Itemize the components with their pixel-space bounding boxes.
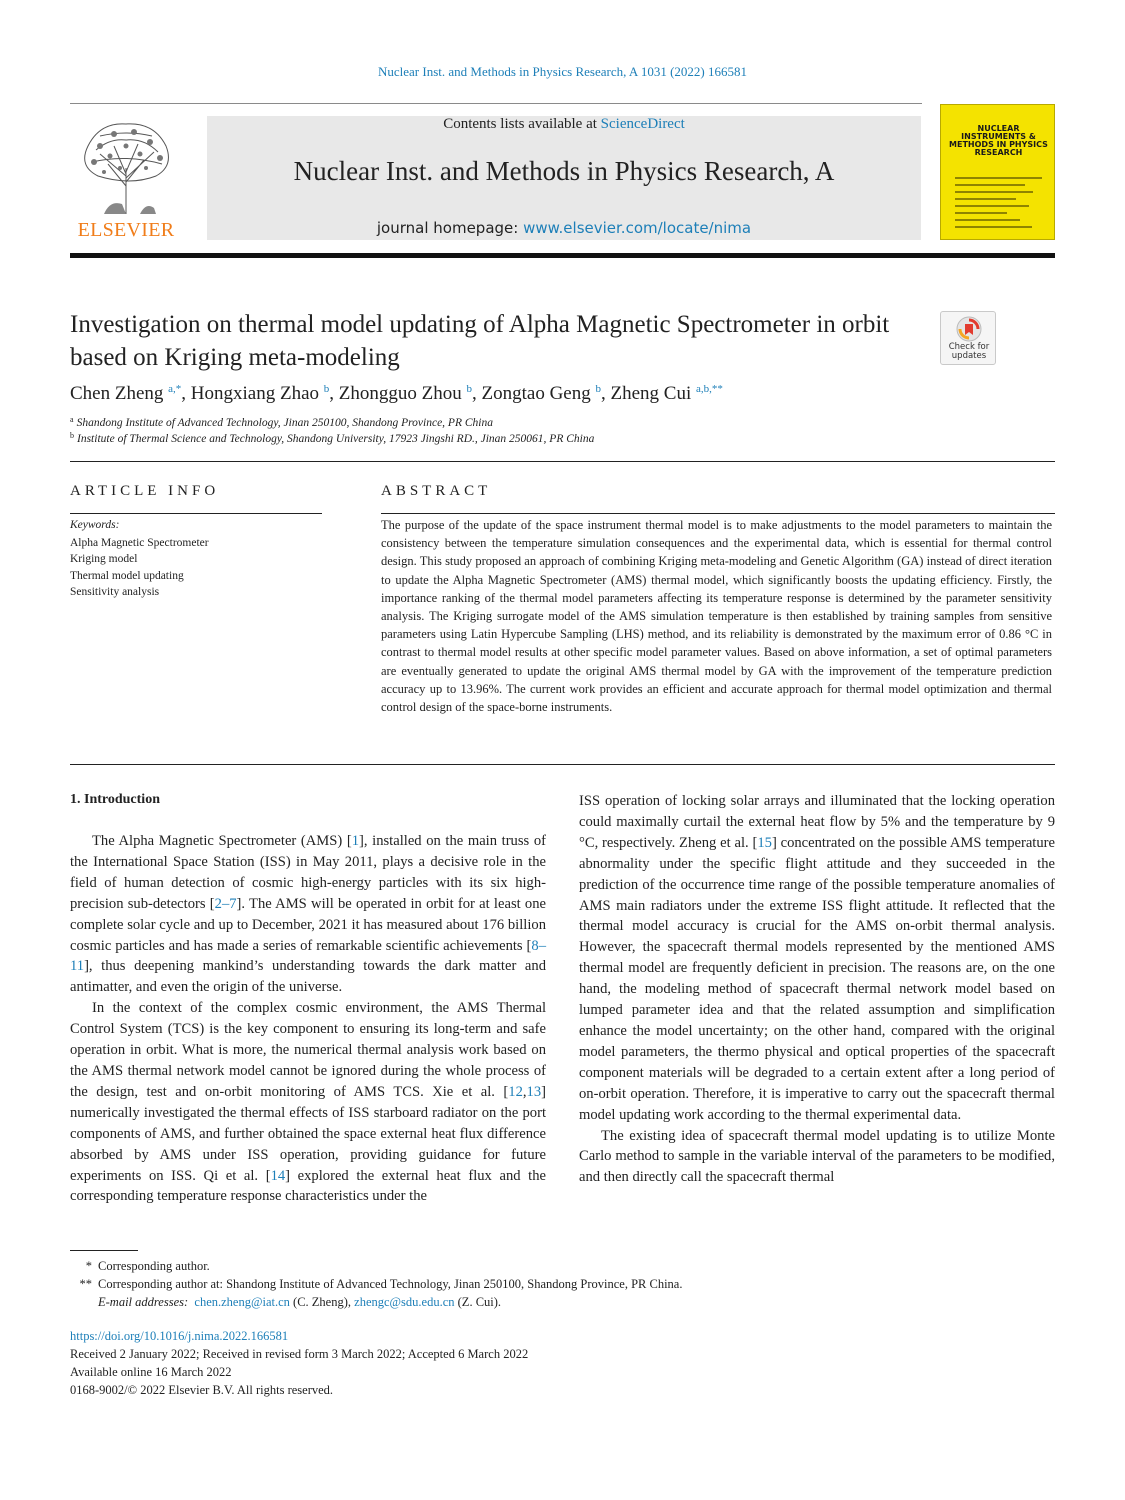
citation-link[interactable]: 1 <box>351 833 360 849</box>
introduction-heading: 1. Introduction <box>70 792 160 807</box>
author-name[interactable]: Zhongguo Zhou <box>338 383 462 404</box>
keyword-item: Kriging model <box>70 553 138 566</box>
sciencedirect-link[interactable]: ScienceDirect <box>600 116 685 132</box>
keywords-list <box>70 535 209 601</box>
author-affiliation-mark[interactable]: b <box>466 383 472 395</box>
abstract-text: The purpose of the update of the space instrument thermal model is to make adjustments to the model parameters to maintain the consistency between the temperature simulation consequences and the experimental data, which is essential for thermal control design. This study proposed an approach of combining Kriging meta-modeling and Genetic Algorithm (GA) instead of direct iteration to update the Alpha Magnetic Spectrometer (AMS) thermal model, which significantly boosts the updating efficiency. Firstly, the importance ranking of the thermal model parameters affecting its temperature response is determined by the parameter sensitivity analysis. The Kriging surrogate model of the AMS simulation temperature is then established by training samples from sensitive parameters using Latin Hypercube Sampling (LHS) method, and its reliability is demonstrated by the maximum error of 0.86 °C in contrast to thermal model results at other specific model parameter values. Based on above information, a set of optimal parameters are eventually generated to update the original AMS thermal model by GA with the improvement of the temperature prediction accuracy up to 13.96%. The current work provides an efficient and accurate approach for thermal model optimization and thermal control design of the space-borne instruments. <box>381 518 1052 715</box>
citation-link[interactable]: 8–11 <box>70 937 546 975</box>
cover-title: NUCLEAR INSTRUMENTS & METHODS IN PHYSICS RESEARCH <box>949 124 1048 157</box>
author-name[interactable]: Chen Zheng <box>70 383 164 404</box>
keyword-item: Sensitivity analysis <box>70 586 160 599</box>
author-affiliation-mark[interactable]: a,b,** <box>695 383 723 395</box>
check-for-updates-icon <box>956 316 982 342</box>
intro-paragraph-3: ISS operation of locking solar arrays and illuminated that the locking operation could maximally curtail the external heat flow by 5% and the temperature by 9 °C, respectively. Zheng et al. [15] concentrated on the possible AMS temperature abnormality under the specific flight attitude and they succeeded in the prediction of the occurrence time range of the possible temperature anomalies of AMS main radiators under the extreme ISS flight attitude. It reflected that the thermal model accuracy is crucial for the AMS on-orbit thermal analysis. However, the spacecraft thermal models represented by the mentioned AMS thermal model are frequently deficient in precision. The reasons are, on the one hand, the modeling method of spacecraft thermal network model based on lumped parameter idea and that the related assumption and simplification enhance the model uncertainty; on the other hand, compared with the original model parameters, the thermo physical and optical properties of the spacecraft component materials will be degraded to a certain extent after a long period of on-orbit operation. Therefore, it is imperative to carry out the spacecraft thermal model updating work according to the thermal experimental data. <box>579 793 1055 1123</box>
check-for-updates-label: Check for updates <box>948 342 990 361</box>
abstract-bottom-rule <box>70 764 1055 765</box>
author-name[interactable]: Hongxiang Zhao <box>190 383 320 404</box>
author-name[interactable]: Zongtao Geng <box>481 383 591 404</box>
journal-reference[interactable]: Nuclear Inst. and Methods in Physics Research, A 1031 (2022) 166581 <box>377 64 747 79</box>
elsevier-wordmark: ELSEVIER <box>77 219 175 241</box>
elsevier-tree-icon <box>70 116 182 216</box>
abstract-rule <box>381 513 1055 514</box>
left-column <box>70 831 546 1207</box>
top-divider <box>70 103 922 104</box>
affiliation-mark: b <box>70 431 74 440</box>
homepage-link[interactable]: www.elsevier.com/locate/nima <box>523 219 752 237</box>
footnote-corresponding-2: ** Corresponding author at: Shandong Institute of Advanced Technology, Jinan 250100, Shandong Province, PR China. <box>70 1275 1055 1293</box>
doi-link[interactable]: https://doi.org/10.1016/j.nima.2022.166581 <box>70 1329 289 1343</box>
homepage-prefix: journal homepage: <box>376 219 519 237</box>
affiliation-text: Shandong Institute of Advanced Technology, Jinan 250100, Shandong Province, PR China <box>76 417 493 429</box>
footnote-corresponding: * Corresponding author. <box>70 1257 1055 1275</box>
journal-title: Nuclear Inst. and Methods in Physics Research, A <box>293 156 835 186</box>
author-name[interactable]: Zheng Cui <box>610 383 692 404</box>
intro-paragraph-1: The Alpha Magnetic Spectrometer (AMS) [1], installed on the main truss of the International Space Station (ISS) in May 2011, plays a decisive role in the field of human detection of cosmic high-energy particles with its six high-precision sub-detectors [2–7]. The AMS will be operated in orbit for at least one complete solar cycle and up to December, 2021 it has measured about 176 billion cosmic particles and has made a series of remarkable scientific achievements [8–11], thus deepening mankind’s understanding towards the dark matter and antimatter, and even the origin of the universe. <box>70 833 546 996</box>
contents-prefix: Contents lists available at <box>443 116 597 132</box>
elsevier-logo <box>70 116 182 241</box>
author-affiliation-mark[interactable]: b <box>595 383 601 395</box>
author-affiliation-mark[interactable]: a,* <box>168 383 182 395</box>
intro-paragraph-4: The existing idea of spacecraft thermal model updating is to utilize Monte Carlo method to sample in the variable interval of the parameters to be modified, and then directly call the spacecraft thermal <box>579 1127 1055 1186</box>
article-info-rule <box>70 513 322 514</box>
email-link-cui[interactable]: zhengc@sdu.edu.cn <box>354 1295 455 1309</box>
available-online: Available online 16 March 2022 <box>70 1365 232 1379</box>
header-thick-rule <box>70 253 1055 258</box>
footnote-emails: E-mail addresses: chen.zheng@iat.cn (C. Zheng), zhengc@sdu.edu.cn (Z. Cui). <box>98 1295 502 1309</box>
footnote-mark: * <box>85 1259 92 1273</box>
citation-link[interactable]: 13 <box>526 1083 542 1100</box>
affiliation-a <box>70 415 1055 429</box>
author-list: Chen Zheng $^{a,*}$, Hongxiang Zhao $^b$, Zhongguo Zhou $^b$, Zongtao Geng $^b$, Zheng Cui $^{a,b,**}$ <box>70 383 723 404</box>
article-info-heading: ARTICLE INFO <box>70 483 220 499</box>
footnotes <box>70 1257 1055 1311</box>
publication-info <box>70 1327 1055 1399</box>
journal-header-band <box>207 116 921 240</box>
check-for-updates-button[interactable] <box>940 311 996 365</box>
citation-link[interactable]: 14 <box>270 1167 286 1184</box>
footnote-mark: ** <box>79 1277 92 1291</box>
affiliation-b <box>70 431 1055 445</box>
cover-text-lines <box>955 177 1042 233</box>
section-divider <box>70 461 1055 462</box>
received-dates: Received 2 January 2022; Received in revised form 3 March 2022; Accepted 6 March 2022 <box>70 1347 529 1361</box>
footnote-rule <box>70 1250 138 1251</box>
keywords-label: Keywords: <box>70 519 120 531</box>
citation-link[interactable]: 2–7 <box>214 895 237 912</box>
journal-cover-thumbnail[interactable] <box>940 104 1055 240</box>
abstract-heading: ABSTRACT <box>381 483 492 499</box>
affiliation-mark: a <box>70 415 74 424</box>
right-column <box>579 791 1055 1188</box>
author-affiliation-mark[interactable]: b <box>323 383 330 395</box>
citation-link[interactable]: 12 <box>508 1083 523 1100</box>
contents-line <box>207 116 921 133</box>
copyright: 0168-9002/© 2022 Elsevier B.V. All rights reserved. <box>70 1383 334 1397</box>
keyword-item: Thermal model updating <box>70 569 184 582</box>
article-title: Investigation on thermal model updating of Alpha Magnetic Spectrometer in orbit based on Kriging meta-modeling <box>70 311 890 371</box>
email-label: E-mail addresses: <box>98 1295 189 1309</box>
keyword-item: Alpha Magnetic Spectrometer <box>70 537 209 549</box>
homepage-line <box>207 219 921 237</box>
affiliation-text: Institute of Thermal Science and Technology, Shandong University, 17923 Jingshi RD., Jinan 250061, PR China <box>77 433 595 445</box>
citation-link[interactable]: 15 <box>757 834 772 851</box>
intro-paragraph-2: In the context of the complex cosmic environment, the AMS Thermal Control System (TCS) is the key component to ensuring its long-term and safe operation in orbit. What is more, the numerical thermal analysis work based on the AMS thermal network model cannot be ignored during the whole process of the design, test and on-orbit monitoring of AMS TCS. Xie et al. [12,13] numerically investigated the thermal effects of ISS starboard radiator on the port components of AMS, and further obtained the space external heat flux difference absorbed by AMS under ISS operation, providing guidance for future experiments on ISS. Qi et al. [14] explored the external heat flux and the corresponding temperature response characteristics under the <box>70 1000 546 1205</box>
email-link-zheng[interactable]: chen.zheng@iat.cn <box>194 1295 290 1309</box>
